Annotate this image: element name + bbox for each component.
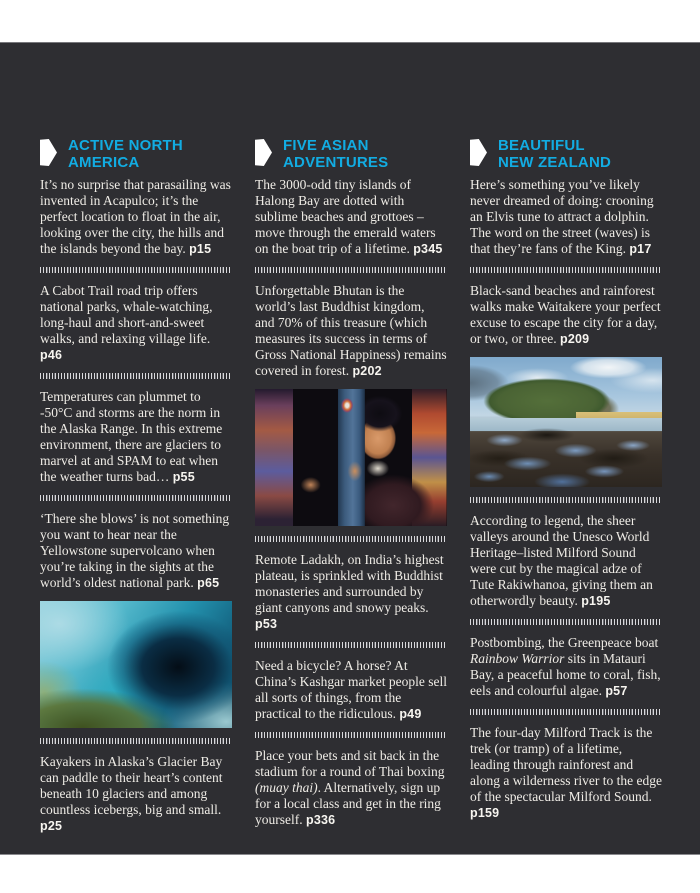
page-reference: p49 [399,707,422,721]
body-text: ‘There she blows’ is not something you want to hear near the Yellowstone supervolcano when you’re taking in the sights at the world’s oldest national park. [40,511,230,590]
body-text: The 3000-odd tiny islands of Halong Bay are dotted with sublime beaches and grottoes – move through the emerald waters on the boat trip of a lifetime. [255,177,436,256]
blurb-paragraph [255,177,447,257]
section-header [470,137,662,171]
column [255,137,447,844]
body-text: . Alternatively, sign up for a local class and get in the ring yourself. [255,780,441,827]
blurb-paragraph [40,754,232,834]
body-text: A Cabot Trail road trip offers national parks, whale-watching, long-haul and short-and-sweet walks, and relaxing village life. [40,283,213,346]
body-text: Temperatures can plummet to -50°C and storms are the norm in the Alaska Range. In this extreme environment, there are glaciers to marvel at and SPAM to eat when the weather turns bad… [40,389,223,484]
body-text: sits in Matauri Bay, a peaceful home to coral, fish, eels and colourful algae. [470,651,661,698]
blurb-paragraph [255,658,447,722]
body-text: Need a bicycle? A horse? At China’s Kashgar market people sell all sorts of things, from the practical to the ridiculous. [255,658,447,721]
tick-divider [470,709,662,715]
photo-ice-cave [40,601,232,728]
column [470,137,662,844]
page-reference: p345 [413,242,443,256]
tick-divider [40,267,232,273]
section-header [255,137,447,171]
page-reference: p17 [629,242,652,256]
tick-divider [255,732,447,738]
blurb-paragraph [470,283,662,347]
body-text: Black-sand beaches and rainforest walks make Waitakere your perfect excuse to escape the city for a day, or two, or three. [470,283,661,346]
column-items [470,177,662,821]
body-text: Remote Ladakh, on India’s highest plateau, is sprinkled with Buddhist monasteries and surrounded by giant canyons and snowy peaks. [255,552,444,615]
column-items [40,177,232,834]
tick-divider [255,642,447,648]
blurb-paragraph [470,635,662,699]
page-reference: p53 [255,617,278,631]
tick-divider [40,738,232,744]
tick-divider [255,536,447,542]
blurb-paragraph [40,389,232,485]
tick-divider [470,497,662,503]
blurb-paragraph [255,283,447,379]
section-header [40,137,232,171]
body-text: The four-day Milford Track is the trek (or tramp) of a lifetime, leading through rainforest and along a wilderness river to the edge of the spectacular Milford Sound. [470,725,662,804]
body-text: Postbombing, the Greenpeace boat [470,635,659,650]
blurb-paragraph [470,725,662,821]
blurb-paragraph [40,283,232,363]
blurb-paragraph [40,177,232,257]
body-text: Place your bets and sit back in the stadium for a round of Thai boxing [255,748,445,779]
page-reference: p25 [40,819,63,833]
pennant-flag-icon [40,139,57,166]
magazine-page [0,42,700,855]
page-reference: p159 [470,806,500,820]
italic-text: (muay thai) [255,780,318,795]
section-title: FIVE ASIAN ADVENTURES [283,137,389,171]
columns [0,43,700,844]
page-reference: p57 [605,684,628,698]
blurb-paragraph [470,513,662,609]
body-text: Here’s something you’ve likely never dreamed of doing: crooning an Elvis tune to attract a dolphin. The word on the street (waves) is that they’re fans of the King. [470,177,654,256]
section-title: ACTIVE NORTH AMERICA [68,137,183,171]
page-reference: p202 [352,364,382,378]
page-reference: p15 [189,242,212,256]
photo-prayer-wheels [255,389,447,526]
body-text: It’s no surprise that parasailing was invented in Acapulco; it’s the perfect location to float in the air, looking over the city, the hills and the islands beyond the bay. [40,177,231,256]
tick-divider [470,619,662,625]
body-text: According to legend, the sheer valleys around the Unesco World Heritage–listed Milford Sound were cut by the magical adze of Tute Rakiwhanoa, giving them an otherwordly beauty. [470,513,653,608]
blurb-paragraph [470,177,662,257]
tick-divider [470,267,662,273]
italic-text: Rainbow Warrior [470,651,565,666]
pennant-flag-icon [470,139,487,166]
body-text: Unforgettable Bhutan is the world’s last Buddhist kingdom, and 70% of this treasure (which measures its success in terms of Gross National Happiness) remains covered in forest. [255,283,447,378]
column-items [255,177,447,828]
tick-divider [40,495,232,501]
page-reference: p209 [559,332,590,346]
pennant-flag-icon [255,139,272,166]
blurb-paragraph [255,748,447,828]
page-reference: p65 [197,576,220,590]
tick-divider [40,373,232,379]
blurb-paragraph [255,552,447,632]
page-reference: p46 [40,348,63,362]
page-reference: p336 [306,813,336,827]
page-reference: p195 [581,594,611,608]
page-reference: p55 [172,470,195,484]
section-title: BEAUTIFUL NEW ZEALAND [498,137,612,171]
tick-divider [255,267,447,273]
body-text: Kayakers in Alaska’s Glacier Bay can paddle to their heart’s content beneath 10 glaciers and among countless icebergs, big and small. [40,754,223,817]
blurb-paragraph [40,511,232,591]
photo-black-sand-beach [470,357,662,487]
column [40,137,232,844]
